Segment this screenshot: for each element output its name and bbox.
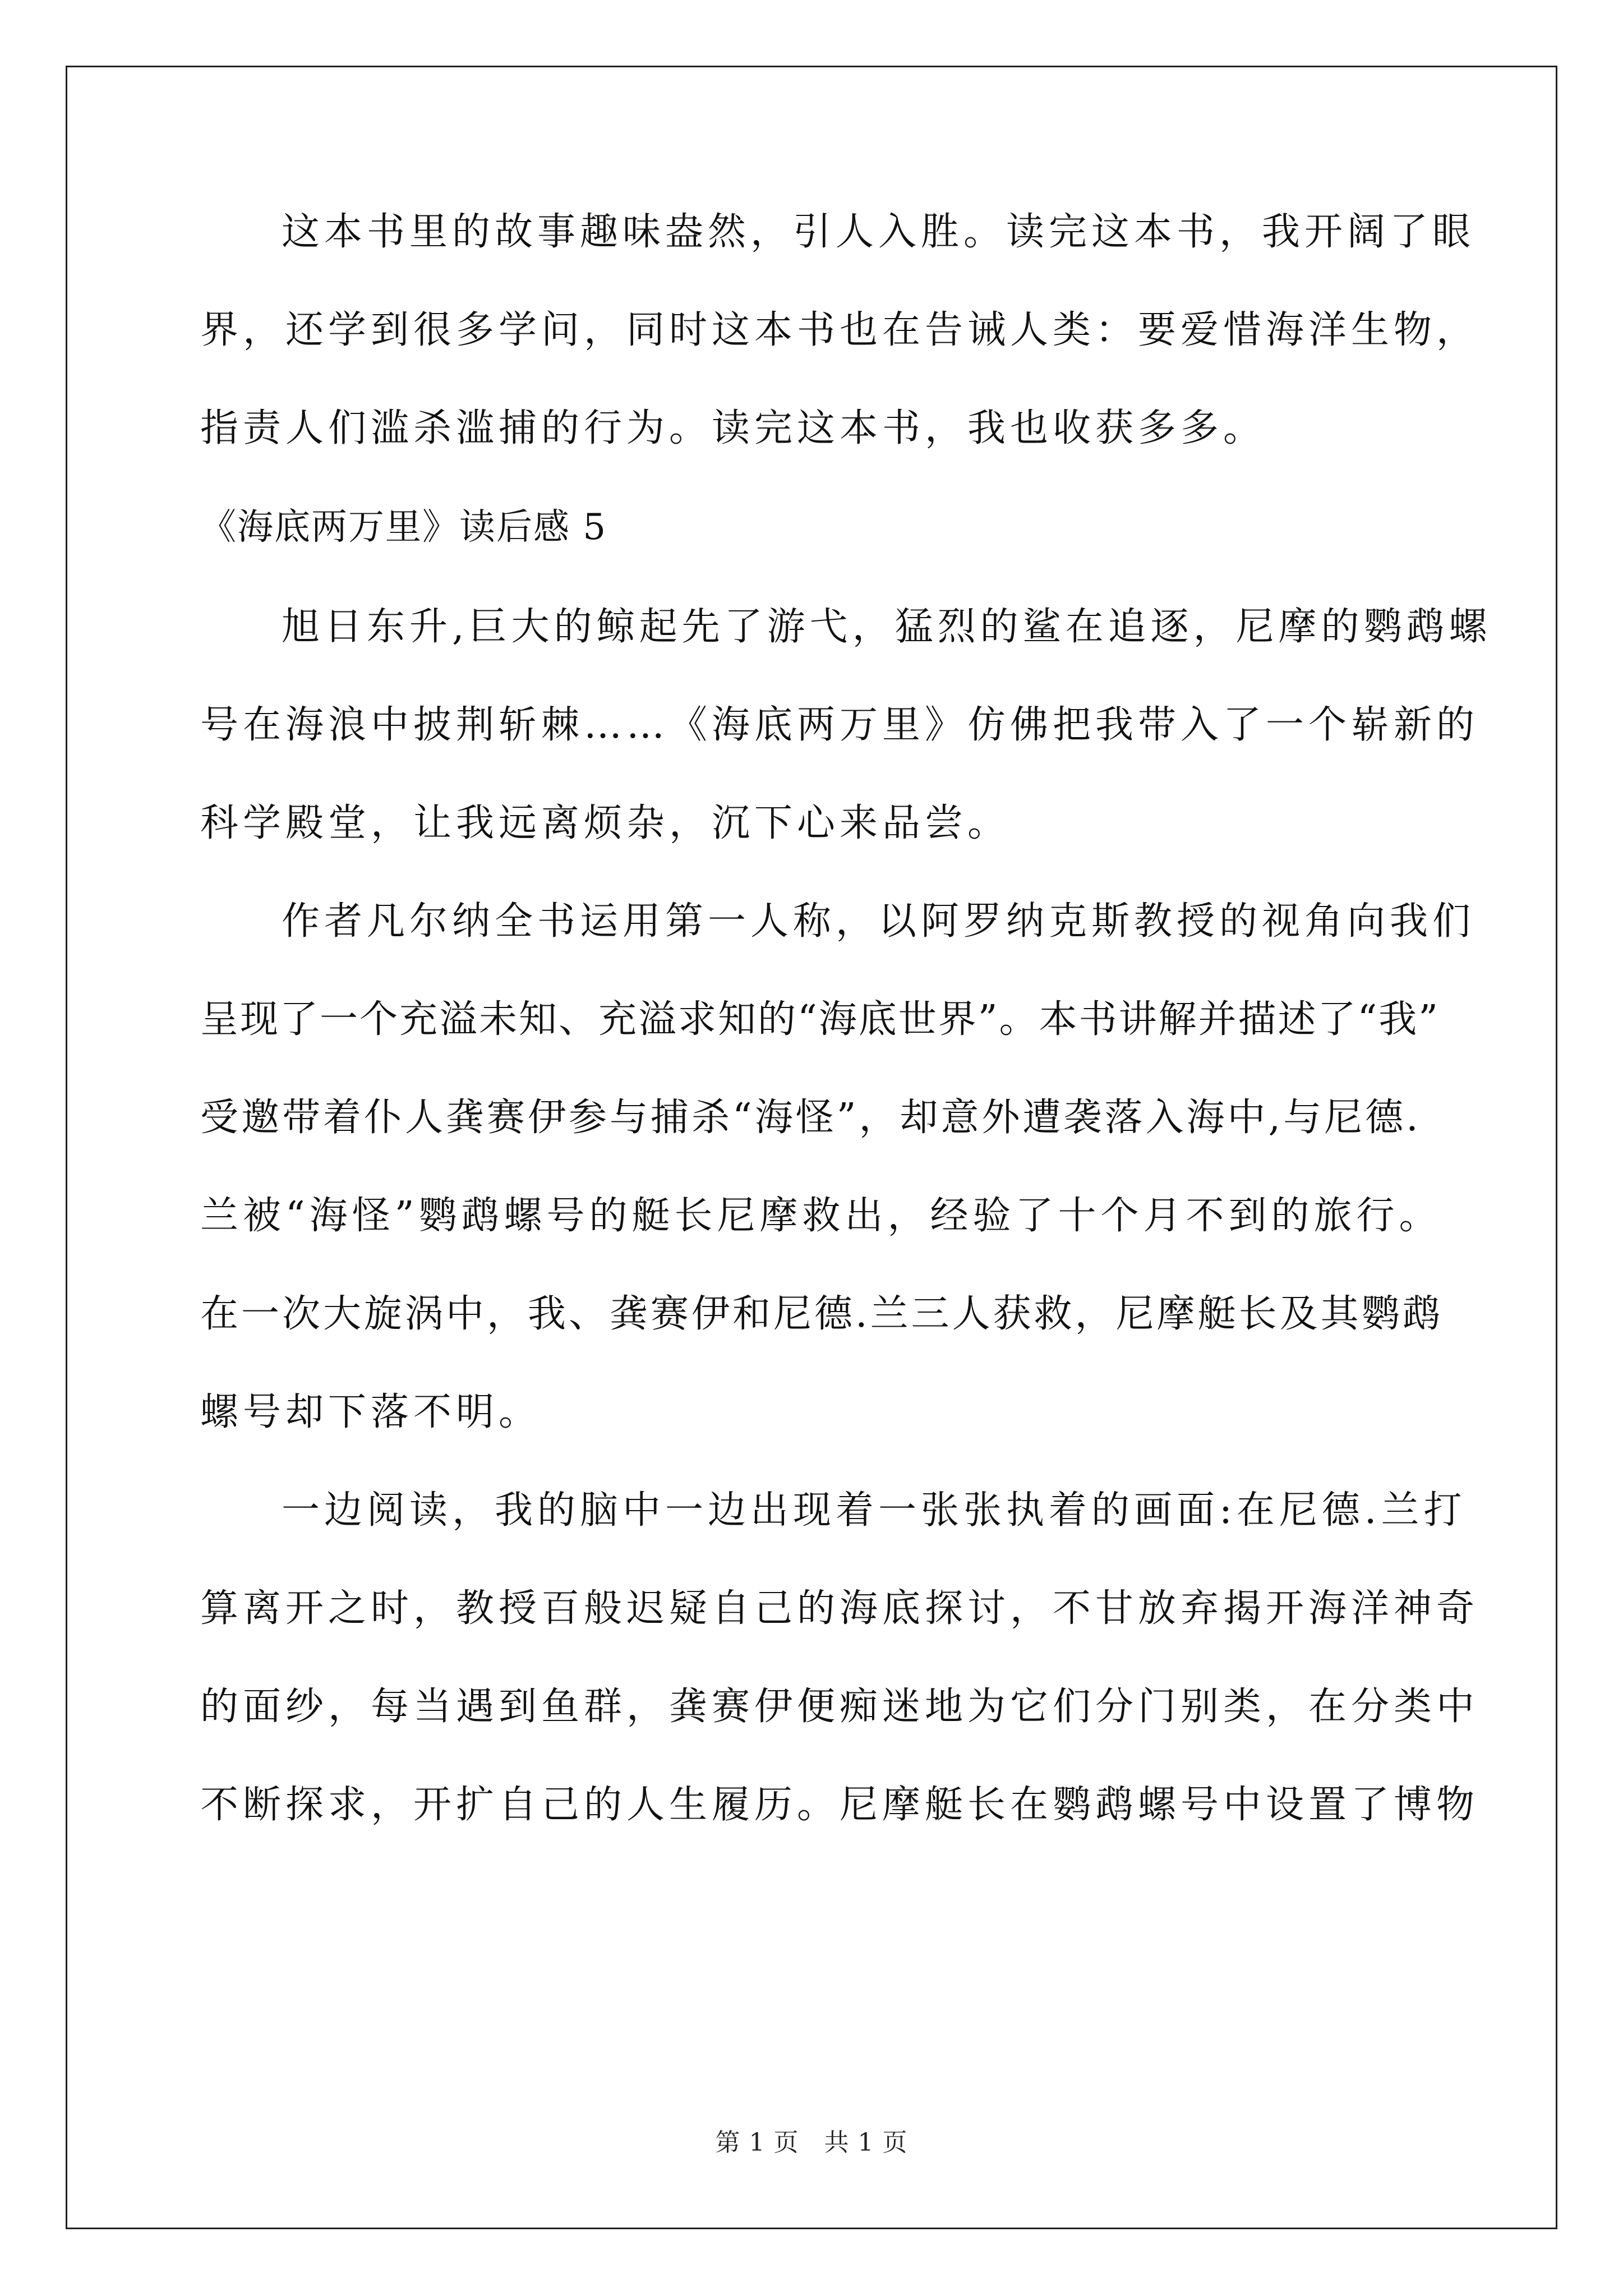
paragraph-2-line-1: 旭日东升,巨大的鲸起先了游弋，猛烈的鲨在追逐，尼摩的鹦鹉螺 bbox=[282, 605, 1492, 649]
paragraph-1-line-1: 这本书里的故事趣味盎然，引人入胜。读完这本书，我开阔了眼 bbox=[282, 210, 1476, 254]
paragraph-1-line-2: 界，还学到很多学问，同时这本书也在告诫人类：要爱惜海洋生物， bbox=[200, 308, 1479, 352]
document-body bbox=[200, 210, 1492, 1827]
paragraph-4-line-3: 的面纱，每当遇到鱼群，龚赛伊便痴迷地为它们分门别类，在分类中 bbox=[200, 1685, 1479, 1729]
paragraph-4-line-2: 算离开之时，教授百般迟疑自己的海底探讨，不甘放弃揭开海洋神奇 bbox=[200, 1586, 1479, 1631]
paragraph-2-line-2: 号在海浪中披荆斩棘……《海底两万里》仿佛把我带入了一个崭新的 bbox=[200, 703, 1479, 747]
section-heading: 《海底两万里》读后感 5 bbox=[200, 507, 607, 548]
page-footer: 第 1 页 共 1 页 bbox=[715, 2128, 908, 2157]
paragraph-3-line-3: 受邀带着仆人龚赛伊参与捕杀“海怪”，却意外遭袭落入海中,与尼德. bbox=[200, 1096, 1421, 1140]
paragraph-3-line-5: 在一次大旋涡中，我、龚赛伊和尼德.兰三人获救，尼摩艇长及其鹦鹉 bbox=[200, 1292, 1444, 1336]
paragraph-3-line-1: 作者凡尔纳全书运用第一人称，以阿罗纳克斯教授的视角向我们 bbox=[282, 899, 1476, 944]
paragraph-4-line-4: 不断探求，开扩自己的人生履历。尼摩艇长在鹦鹉螺号中设置了博物 bbox=[200, 1783, 1479, 1827]
paragraph-2-line-3: 科学殿堂，让我远离烦杂，沉下心来品尝。 bbox=[200, 801, 1011, 845]
paragraph-3-line-4: 兰被“海怪”鹦鹉螺号的艇长尼摩救出，经验了十个月不到的旅行。 bbox=[200, 1194, 1442, 1238]
paragraph-3-line-2: 呈现了一个充溢未知、充溢求知的“海底世界”。本书讲解并描述了“我” bbox=[200, 997, 1440, 1042]
paragraph-4-line-1: 一边阅读，我的脑中一边出现着一张张执着的画面:在尼德.兰打 bbox=[282, 1488, 1467, 1533]
paragraph-3-line-6: 螺号却下落不明。 bbox=[200, 1390, 542, 1434]
paragraph-1-line-3: 指责人们滥杀滥捕的行为。读完这本书，我也收获多多。 bbox=[200, 406, 1266, 450]
